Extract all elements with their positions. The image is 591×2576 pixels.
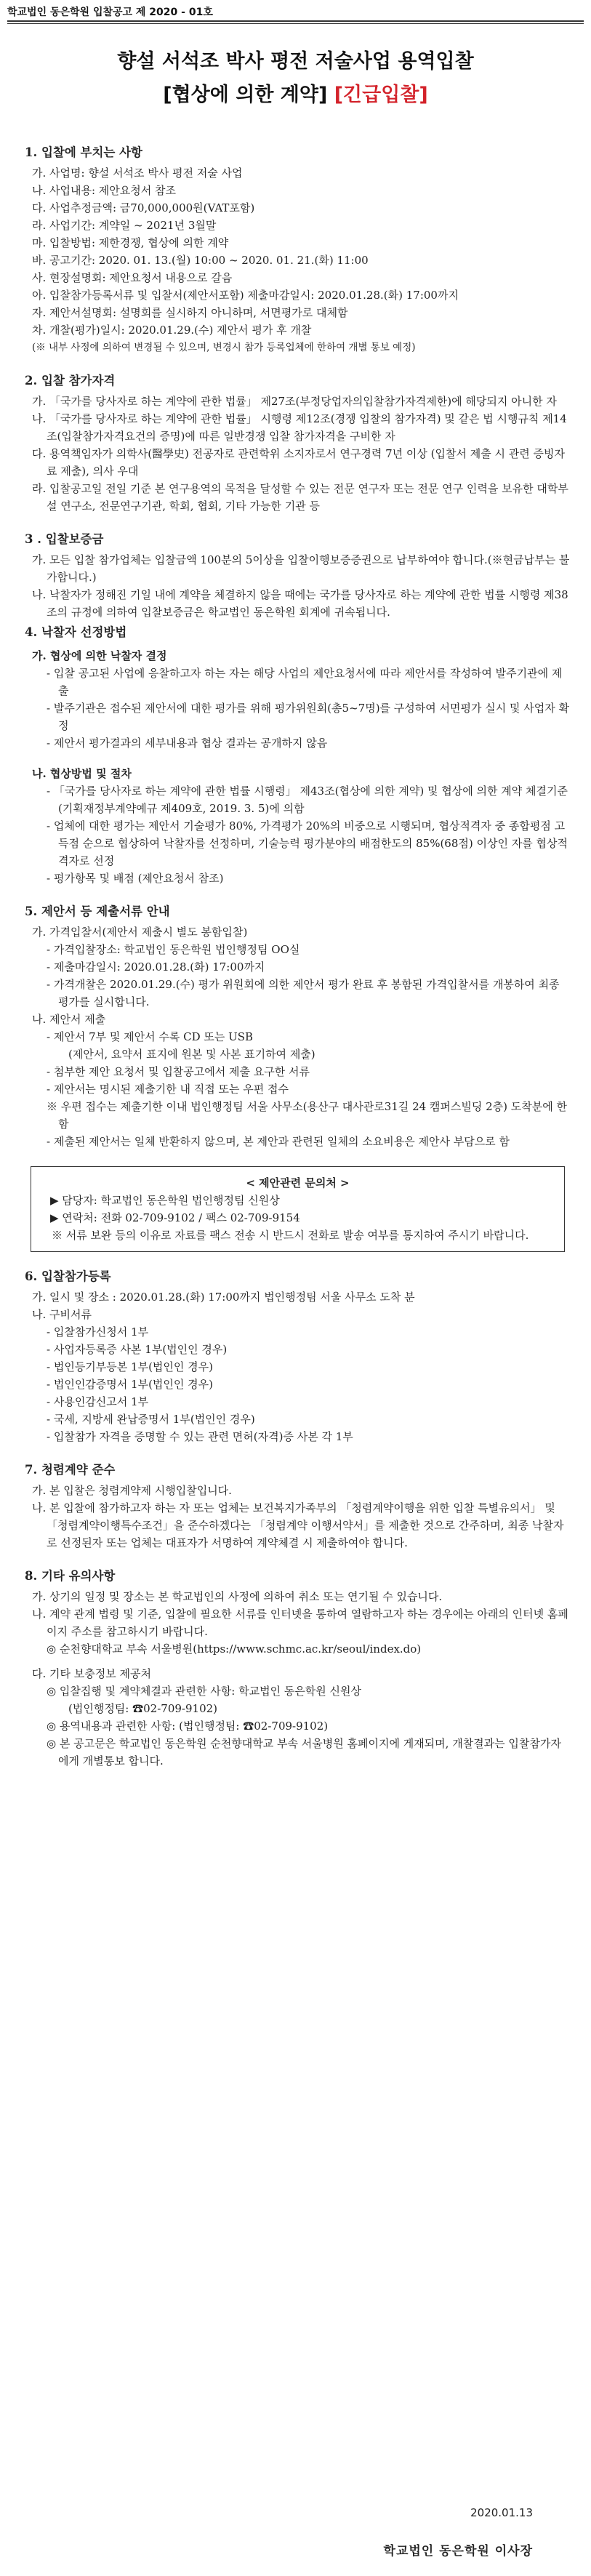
change-note: (※ 내부 사정에 의하여 변경될 수 있으며, 변경시 참가 등록업체에 한하여 개별 통보 예정)	[32, 342, 416, 353]
list-item: - 업체에 대한 평가는 제안서 기술평가 80%, 가격평가 20%의 비중으로 시행되며, 협상적격자 중 종합평점 고득점 순으로 협상하여 낙찰자를 선정하며, 기술능력 평가분야의 배점한도의 85%(68점) 이상인 자를 협상적격자로 선정	[47, 819, 568, 867]
list-item: 바. 공고기간: 2020. 01. 13.(월) 10:00 ~ 2020. 01. 21.(화) 11:00	[32, 254, 369, 267]
hospital-url[interactable]: ◎ 순천향대학교 부속 서울병원(https://www.schmc.ac.kr/seoul/index.do)	[47, 1642, 422, 1656]
list-item: - 평가항목 및 배점 (제안요청서 참조)	[47, 872, 224, 885]
notice-date: 2020.01.13	[470, 2506, 533, 2519]
section-heading: 5. 제안서 등 제출서류 안내	[25, 904, 170, 918]
list-item: 다. 용역책임자가 의학사(醫學史) 전공자로 관련학위 소지자로서 연구경력 7년 이상 (입찰서 제출 시 관련 증빙자료 제출), 의사 우대	[32, 447, 565, 478]
list-item: 아. 입찰참가등록서류 및 입찰서(제안서포함) 제출마감일시: 2020.01.28.(화) 17:00까지	[32, 289, 459, 302]
list-item: 가. 일시 및 장소 : 2020.01.28.(화) 17:00까지 법인행정팀 서울 사무소 도착 분	[32, 1291, 415, 1304]
list-item: 다. 사업추정금액: 금70,000,000원(VAT포함)	[32, 201, 255, 214]
notice-number: 학교법인 동은학원 입찰공고 제 2020 - 01호	[7, 7, 213, 18]
notice-body	[25, 144, 571, 1770]
section-eligibility	[25, 372, 571, 515]
urgent-tender-label: [긴급입찰]	[334, 84, 428, 106]
list-item: 차. 개찰(평가)일시: 2020.01.29.(수) 제안서 평가 후 개찰	[32, 324, 312, 337]
list-item: 나. 제안서 제출	[32, 1013, 106, 1026]
list-item: - 법인등기부등본 1부(법인인 경우)	[47, 1360, 213, 1373]
list-item: - 제출마감일시: 2020.01.28.(화) 17:00까지	[47, 960, 265, 974]
list-item: - 국세, 지방세 완납증명서 1부(법인인 경우)	[47, 1413, 255, 1426]
contact-note: ※ 서류 보완 등의 이유로 자료를 팩스 전송 시 반드시 전화로 발송 여부를 통지하여 주시기 바랍니다.	[52, 1229, 529, 1242]
section-heading: 6. 입찰참가등록	[25, 1269, 111, 1283]
list-item: - 「국가를 당사자로 하는 계약에 관한 법률 시행령」 제43조(협상에 의한 계약) 및 협상에 의한 계약 체결기준(기획재정부계약예규 제409호, 2019. 3. 5)에 의함	[47, 785, 568, 815]
list-item: ※ 우편 접수는 제출기한 이내 법인행정팀 서울 사무소(용산구 대사관로31길 24 캠퍼스빌딩 2층) 도착분에 한함	[47, 1100, 568, 1131]
list-item: 나. 「국가를 당사자로 하는 계약에 관한 법률」 시행령 제12조(경쟁 입찰의 참가자격) 및 같은 법 시행규칙 제14조(입찰참가자격요건의 증명)에 따른 일반경쟁 입찰 참가자격을 구비한 자	[32, 412, 567, 443]
list-item: 가. 상기의 일정 및 장소는 본 학교법인의 사정에 의하여 취소 또는 연기될 수 있습니다.	[32, 1590, 443, 1603]
section-heading: 4. 낙찰자 선정방법	[25, 625, 127, 639]
subsection-heading: 다. 기타 보충정보 제공처	[32, 1667, 151, 1680]
list-item: - 제출된 제안서는 일체 반환하지 않으며, 본 제안과 관련된 일체의 소요비용은 제안사 부담으로 함	[47, 1135, 510, 1148]
list-item: - 입찰참가신청서 1부	[47, 1325, 149, 1339]
contact-phone: ▶ 연락처: 전화 02-709-9102 / 팩스 02-709-9154	[50, 1211, 300, 1224]
list-item: - 제안서 7부 및 제안서 수록 CD 또는 USB	[47, 1030, 254, 1043]
list-item: 가. 본 입찰은 청렴계약제 시행입찰입니다.	[32, 1484, 232, 1497]
contact-heading: < 제안관련 문의처 >	[246, 1176, 350, 1189]
list-item: - 입찰 공고된 사업에 응찰하고자 하는 자는 해당 사업의 제안요청서에 따라 제안서를 작성하여 발주기관에 제출	[47, 667, 563, 697]
list-item: ◎ 본 공고문은 학교법인 동은학원 순천향대학교 부속 서울병원 홈페이지에 게재되며, 개찰결과는 입찰참가자에게 개별통보 합니다.	[47, 1737, 561, 1768]
list-item: - 제안서는 명시된 제출기한 내 직접 또는 우편 접수	[47, 1083, 289, 1096]
list-item: 마. 입찰방법: 제한경쟁, 협상에 의한 계약	[32, 236, 229, 249]
section-heading: 2. 입찰 참가자격	[25, 374, 116, 388]
contact-box	[31, 1166, 565, 1252]
list-item: - 가격입찰장소: 학교법인 동은학원 법인행정팀 OO실	[47, 943, 300, 956]
list-item: 사. 현장설명회: 제안요청서 내용으로 갈음	[32, 271, 233, 284]
list-item: - 첨부한 제안 요청서 및 입찰공고에서 제출 요구한 서류	[47, 1065, 310, 1078]
subsection-heading: 가. 협상에 의한 낙찰자 결정	[32, 649, 167, 662]
list-item: (법인행정팀: ☎02-709-9102)	[68, 1702, 218, 1715]
section-selection	[25, 624, 571, 887]
section-tender-items	[25, 144, 571, 356]
section-heading: 3 . 입찰보증금	[25, 532, 104, 546]
list-item: - 제안서 평가결과의 세부내용과 협상 결과는 공개하지 않음	[47, 737, 328, 750]
notice-title: 향설 서석조 박사 평전 저술사업 용역입찰	[117, 50, 474, 73]
list-item: - 가격개찰은 2020.01.29.(수) 평가 위원회에 의한 제안서 평가 완료 후 봉함된 가격입찰서를 개봉하여 최종 평가를 실시합니다.	[47, 978, 560, 1008]
subsection-heading: 나. 협상방법 및 절차	[32, 767, 132, 780]
list-item: - 입찰참가 자격을 증명할 수 있는 관련 면허(자격)증 사본 각 1부	[47, 1430, 353, 1443]
list-item: 가. 모든 입찰 참가업체는 입찰금액 100분의 5이상을 입찰이행보증증권으로 납부하여야 합니다.(※현금납부는 불가합니다.)	[32, 553, 570, 584]
list-item: 나. 구비서류	[32, 1308, 92, 1321]
list-item: 가. 「국가를 당사자로 하는 계약에 관한 법률」 제27조(부정당업자의입찰참가자격제한)에 해당되지 아니한 자	[32, 395, 557, 408]
list-item: 자. 제안서설명회: 설명회를 실시하지 아니하며, 서면평가로 대체함	[32, 306, 348, 319]
list-item: 나. 낙찰자가 정해진 기일 내에 계약을 체결하지 않을 때에는 국가를 당사자로 하는 계약에 관한 법률 시행령 제38조의 규정에 의하여 입찰보증금은 학교법인 동은학원 회계에 귀속됩니다.	[32, 588, 568, 619]
contact-person: ▶ 담당자: 학교법인 동은학원 법인행정팀 신원상	[50, 1194, 280, 1207]
notice-subtitle	[0, 79, 591, 107]
section-registration	[25, 1268, 571, 1445]
issuer-signature: 학교법인 동은학원 이사장	[383, 2544, 533, 2559]
list-item: 라. 입찰공고일 전일 기준 본 연구용역의 목적을 달성할 수 있는 전문 연구자 또는 전문 연구 인력을 보유한 대학부설 연구소, 전문연구기관, 학회, 협회, 기타 가능한 기관 등	[32, 482, 568, 513]
list-item: 나. 사업내용: 제안요청서 참조	[32, 184, 177, 197]
list-item: - 사용인감신고서 1부	[47, 1395, 149, 1408]
list-item: ◎ 입찰집행 및 계약체결과 관련한 사항: 학교법인 동은학원 신원상	[47, 1685, 362, 1698]
contract-type-label: [협상에 의한 계약]	[163, 84, 328, 106]
list-item: 가. 가격입찰서(제안서 제출시 별도 봉함입찰)	[32, 926, 248, 939]
list-item: 라. 사업기간: 계약일 ~ 2021년 3월말	[32, 219, 217, 232]
list-item: - 법인인감증명서 1부(법인인 경우)	[47, 1378, 213, 1391]
section-heading: 1. 입찰에 부치는 사항	[25, 145, 142, 159]
section-notes	[25, 1568, 571, 1770]
list-item: - 발주기관은 접수된 제안서에 대한 평가를 위해 평가위원회(총5~7명)를 구성하여 서면평가 실시 및 사업자 확정	[47, 702, 569, 732]
section-heading: 8. 기타 유의사항	[25, 1569, 116, 1583]
list-item: 가. 사업명: 향설 서석조 박사 평전 저술 사업	[32, 166, 243, 180]
list-item: 나. 본 입찰에 참가하고자 하는 자 또는 업체는 보건복지가족부의 「청렴계약이행을 위한 입찰 특별유의서」 및 「청렴계약이행특수조건」을 준수하겠다는 「청렴계약 이행서약서」를 제출한 것으로 간주하며, 최종 낙찰자로 선정된자 또는 업체는 대표자가 서명하여 계약체결 시 제출하여야 합니다.	[32, 1501, 564, 1549]
section-heading: 7. 청렴계약 준수	[25, 1463, 116, 1477]
section-integrity	[25, 1461, 571, 1552]
list-item: ◎ 용역내용과 관련한 사항: (법인행정팀: ☎02-709-9102)	[47, 1720, 329, 1733]
header-divider	[7, 20, 584, 24]
section-deposit	[25, 531, 571, 621]
list-item: (제안서, 요약서 표지에 원본 및 사본 표기하여 제출)	[68, 1048, 315, 1061]
list-item: 나. 계약 관계 법령 및 기준, 입찰에 필요한 서류를 인터넷을 통하여 열람하고자 하는 경우에는 아래의 인터넷 홈페이지 주소를 참고하시기 바랍니다.	[32, 1608, 568, 1638]
section-submission	[25, 903, 571, 1150]
list-item: - 사업자등록증 사본 1부(법인인 경우)	[47, 1343, 228, 1356]
